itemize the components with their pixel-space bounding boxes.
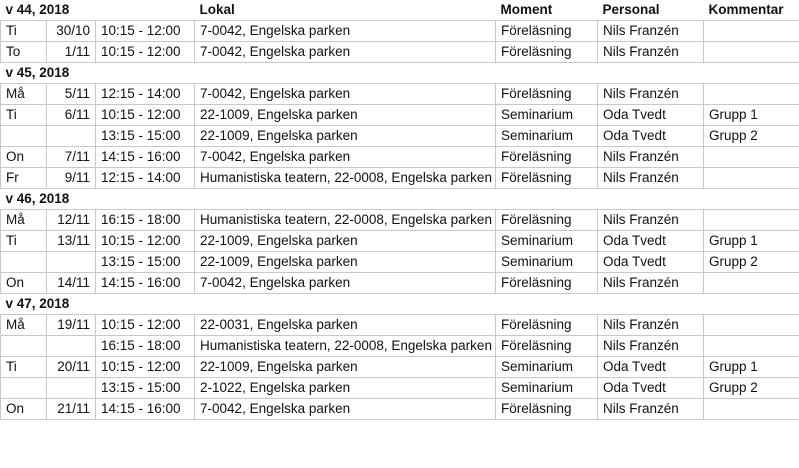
day-cell: To (1, 42, 47, 63)
table-row (1, 42, 799, 63)
day-cell (1, 252, 47, 273)
moment-cell: Seminarium (496, 126, 598, 147)
comment-cell: Grupp 2 (704, 378, 799, 399)
moment-cell: Föreläsning (496, 315, 598, 336)
moment-cell: Föreläsning (496, 147, 598, 168)
moment-cell: Föreläsning (496, 273, 598, 294)
room-cell: 7-0042, Engelska parken (195, 21, 496, 42)
date-cell (47, 252, 96, 273)
staff-cell: Nils Franzén (598, 315, 704, 336)
comment-cell: Grupp 2 (704, 252, 799, 273)
date-cell: 1/11 (47, 42, 96, 63)
time-cell: 10:15 - 12:00 (96, 357, 195, 378)
header-row (1, 0, 799, 21)
time-cell: 10:15 - 12:00 (96, 21, 195, 42)
date-cell: 19/11 (47, 315, 96, 336)
time-cell: 16:15 - 18:00 (96, 336, 195, 357)
date-cell: 12/11 (47, 210, 96, 231)
header-spacer (195, 189, 799, 210)
comment-cell (704, 315, 799, 336)
staff-cell: Nils Franzén (598, 147, 704, 168)
staff-cell: Oda Tvedt (598, 105, 704, 126)
table-row (1, 399, 799, 420)
staff-cell: Oda Tvedt (598, 252, 704, 273)
table-row (1, 336, 799, 357)
room-cell: 2-1022, Engelska parken (195, 378, 496, 399)
day-cell: On (1, 273, 47, 294)
table-row (1, 231, 799, 252)
table-row (1, 210, 799, 231)
comment-cell (704, 147, 799, 168)
time-cell: 13:15 - 15:00 (96, 126, 195, 147)
room-cell: Humanistiska teatern, 22-0008, Engelska parken (195, 210, 496, 231)
comment-cell (704, 21, 799, 42)
date-cell: 6/11 (47, 105, 96, 126)
date-cell (47, 126, 96, 147)
time-cell: 14:15 - 16:00 (96, 147, 195, 168)
day-cell: Ti (1, 357, 47, 378)
moment-cell: Föreläsning (496, 399, 598, 420)
room-cell: Humanistiska teatern, 22-0008, Engelska parken (195, 168, 496, 189)
week-label: v 45, 2018 (5, 65, 70, 80)
week-label: v 46, 2018 (5, 191, 70, 206)
comment-cell (704, 168, 799, 189)
moment-cell: Föreläsning (496, 168, 598, 189)
staff-cell: Nils Franzén (598, 336, 704, 357)
table-row (1, 84, 799, 105)
staff-cell: Nils Franzén (598, 84, 704, 105)
date-cell: 14/11 (47, 273, 96, 294)
date-cell: 21/11 (47, 399, 96, 420)
day-cell (1, 126, 47, 147)
week-label: v 47, 2018 (5, 296, 70, 311)
room-cell: 22-0031, Engelska parken (195, 315, 496, 336)
staff-cell: Nils Franzén (598, 21, 704, 42)
table-row (1, 147, 799, 168)
comment-cell: Grupp 1 (704, 357, 799, 378)
date-cell (47, 336, 96, 357)
date-cell (47, 378, 96, 399)
time-cell: 10:15 - 12:00 (96, 42, 195, 63)
time-cell: 10:15 - 12:00 (96, 315, 195, 336)
column-header-lokal: Lokal (199, 2, 235, 17)
comment-cell: Grupp 1 (704, 231, 799, 252)
staff-cell: Oda Tvedt (598, 126, 704, 147)
date-cell: 20/11 (47, 357, 96, 378)
week-label: v 44, 2018 (5, 2, 70, 17)
day-cell: Må (1, 315, 47, 336)
room-cell: 7-0042, Engelska parken (195, 42, 496, 63)
time-cell: 13:15 - 15:00 (96, 252, 195, 273)
room-cell: 22-1009, Engelska parken (195, 357, 496, 378)
moment-cell: Föreläsning (496, 21, 598, 42)
staff-cell: Nils Franzén (598, 399, 704, 420)
header-spacer (195, 294, 799, 315)
room-cell: 7-0042, Engelska parken (195, 147, 496, 168)
moment-cell: Föreläsning (496, 210, 598, 231)
day-cell: Ti (1, 231, 47, 252)
week-header-row (1, 189, 799, 210)
table-row (1, 21, 799, 42)
column-header-personal: Personal (602, 2, 660, 17)
room-cell: Humanistiska teatern, 22-0008, Engelska parken (195, 336, 496, 357)
staff-cell: Oda Tvedt (598, 357, 704, 378)
table-row (1, 168, 799, 189)
week-header-row (1, 294, 799, 315)
table-row (1, 315, 799, 336)
moment-cell: Föreläsning (496, 84, 598, 105)
staff-cell: Nils Franzén (598, 168, 704, 189)
day-cell: Ti (1, 105, 47, 126)
staff-cell: Oda Tvedt (598, 378, 704, 399)
time-cell: 14:15 - 16:00 (96, 399, 195, 420)
comment-cell (704, 42, 799, 63)
room-cell: 22-1009, Engelska parken (195, 105, 496, 126)
room-cell: 22-1009, Engelska parken (195, 231, 496, 252)
moment-cell: Seminarium (496, 378, 598, 399)
time-cell: 14:15 - 16:00 (96, 273, 195, 294)
table-row (1, 105, 799, 126)
day-cell: Må (1, 210, 47, 231)
moment-cell: Seminarium (496, 357, 598, 378)
moment-cell: Seminarium (496, 252, 598, 273)
time-cell: 13:15 - 15:00 (96, 378, 195, 399)
time-cell: 10:15 - 12:00 (96, 231, 195, 252)
room-cell: 7-0042, Engelska parken (195, 399, 496, 420)
comment-cell (704, 399, 799, 420)
comment-cell (704, 210, 799, 231)
table-row (1, 126, 799, 147)
header-spacer (195, 63, 799, 84)
date-cell: 30/10 (47, 21, 96, 42)
date-cell: 9/11 (47, 168, 96, 189)
moment-cell: Seminarium (496, 105, 598, 126)
table-row (1, 378, 799, 399)
day-cell (1, 336, 47, 357)
table-row (1, 357, 799, 378)
staff-cell: Nils Franzén (598, 273, 704, 294)
day-cell: Ti (1, 21, 47, 42)
schedule-body (1, 0, 799, 420)
day-cell: On (1, 399, 47, 420)
moment-cell: Föreläsning (496, 42, 598, 63)
moment-cell: Seminarium (496, 231, 598, 252)
date-cell: 13/11 (47, 231, 96, 252)
staff-cell: Nils Franzén (598, 210, 704, 231)
comment-cell (704, 84, 799, 105)
comment-cell: Grupp 1 (704, 105, 799, 126)
room-cell: 22-1009, Engelska parken (195, 126, 496, 147)
staff-cell: Nils Franzén (598, 42, 704, 63)
column-header-moment: Moment (500, 2, 553, 17)
room-cell: 22-1009, Engelska parken (195, 252, 496, 273)
room-cell: 7-0042, Engelska parken (195, 84, 496, 105)
day-cell: On (1, 147, 47, 168)
date-cell: 7/11 (47, 147, 96, 168)
day-cell: Fr (1, 168, 47, 189)
day-cell: Må (1, 84, 47, 105)
time-cell: 16:15 - 18:00 (96, 210, 195, 231)
room-cell: 7-0042, Engelska parken (195, 273, 496, 294)
table-row (1, 252, 799, 273)
staff-cell: Oda Tvedt (598, 231, 704, 252)
column-header-kommentar: Kommentar (708, 2, 784, 17)
time-cell: 12:15 - 14:00 (96, 84, 195, 105)
table-row (1, 273, 799, 294)
week-header-row (1, 63, 799, 84)
moment-cell: Föreläsning (496, 336, 598, 357)
day-cell (1, 378, 47, 399)
time-cell: 10:15 - 12:00 (96, 105, 195, 126)
time-cell: 12:15 - 14:00 (96, 168, 195, 189)
comment-cell (704, 273, 799, 294)
comment-cell: Grupp 2 (704, 126, 799, 147)
date-cell: 5/11 (47, 84, 96, 105)
comment-cell (704, 336, 799, 357)
